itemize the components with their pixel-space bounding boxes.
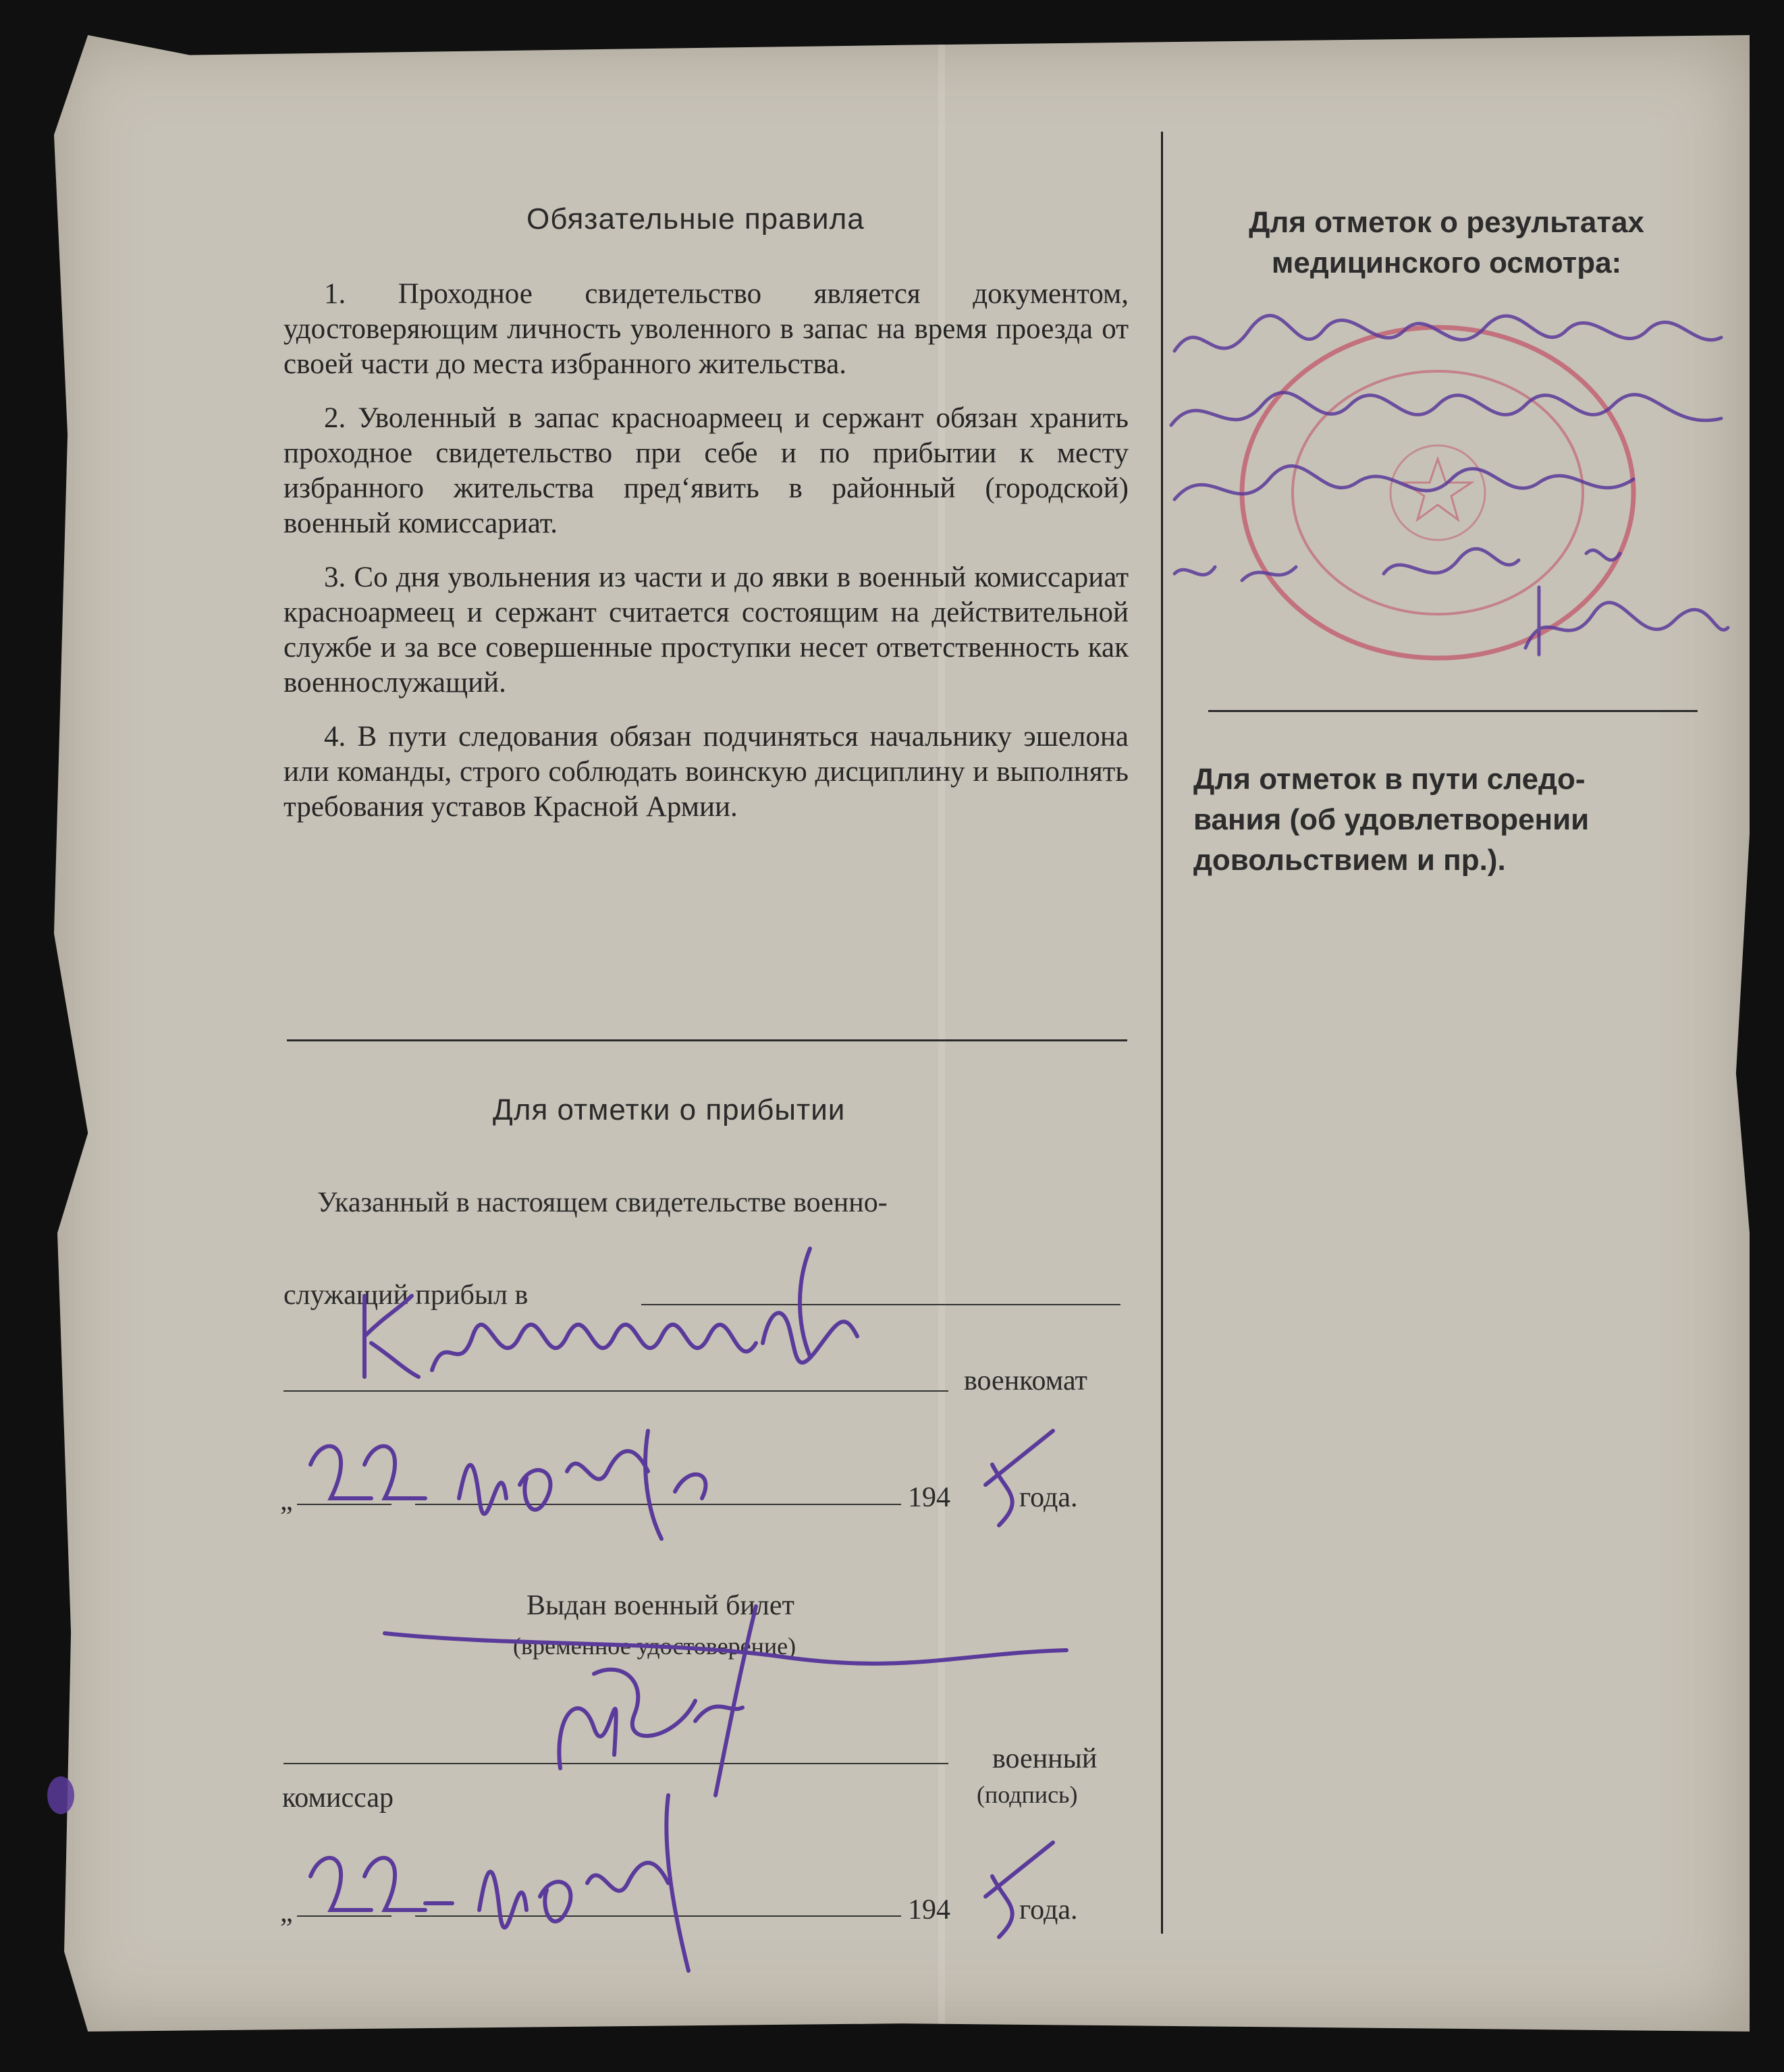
medical-section-rule (1208, 710, 1698, 712)
transit-title-line2: вания (об удовлетворении (1193, 803, 1590, 836)
commissar-label: комиссар (282, 1782, 394, 1814)
medical-title-line2: медицинского осмотра: (1271, 246, 1622, 279)
section-rule (287, 1039, 1127, 1041)
quote-mark-2: „ (280, 1897, 293, 1928)
year1-suffix: года. (1019, 1482, 1078, 1513)
rule-item-4: 4. В пути следования обязан подчиняться начальнику эшелона или команды, строго соблюдать воинскую дисциплину и выполнять требования уставов Красной Армии. (283, 721, 1129, 823)
arrival-line2: служащий прибыл в (283, 1280, 529, 1311)
date1-month-line (415, 1504, 901, 1505)
arrival-line1: Указанный в настоящем свидетельстве военно- (317, 1187, 888, 1218)
medical-title-line1: Для отметок о результатах (1249, 206, 1644, 239)
voenkomat-line (283, 1390, 948, 1392)
signature-label: (подпись) (977, 1781, 1078, 1808)
military-label: военный (992, 1743, 1098, 1774)
rules-list (283, 277, 1129, 844)
rule-item-1: 1. Проходное свидетельство является документом, удостоверяющим личность уволенного в запас на время проезда от своей части до места избранного жительства. (283, 278, 1129, 380)
transit-title (1193, 759, 1700, 881)
year2-suffix: года. (1019, 1894, 1078, 1926)
column-divider (1161, 132, 1163, 1934)
date2-month-line (415, 1915, 901, 1917)
quote-mark-1: „ (280, 1485, 293, 1517)
rule-item-3: 3. Со дня увольнения из части и до явки в военный комиссариат красноармеец и сержант считается состоящим на действительной службе и за все совершенные проступки несет ответственность как военнослужащий. (283, 562, 1129, 699)
year1-prefix: 194 (908, 1482, 950, 1513)
ticket-subtitle: (временное удостоверение) (513, 1633, 796, 1660)
year2-prefix: 194 (908, 1894, 950, 1926)
date2-day-line (297, 1915, 391, 1917)
rule-item-2: 2. Уволенный в запас красноармеец и сержант обязан хранить проходное свидетельство при себе и по прибытии к месту избранного жительства пред‘явить в районный (городской) военный комиссариат. (283, 402, 1129, 539)
ticket-title: Выдан военный билет (526, 1590, 794, 1621)
date1-day-line (297, 1504, 391, 1505)
medical-title (1193, 202, 1700, 283)
transit-title-line3: довольствием и пр.). (1193, 844, 1506, 877)
transit-title-line1: Для отметок в пути следо- (1193, 763, 1586, 796)
voenkomat-label: военкомат (964, 1365, 1087, 1396)
signature-line (283, 1763, 948, 1764)
arrival-title: Для отметки о прибытии (493, 1093, 846, 1126)
rules-title: Обязательные правила (526, 202, 865, 236)
arrival-place-line (641, 1304, 1120, 1305)
